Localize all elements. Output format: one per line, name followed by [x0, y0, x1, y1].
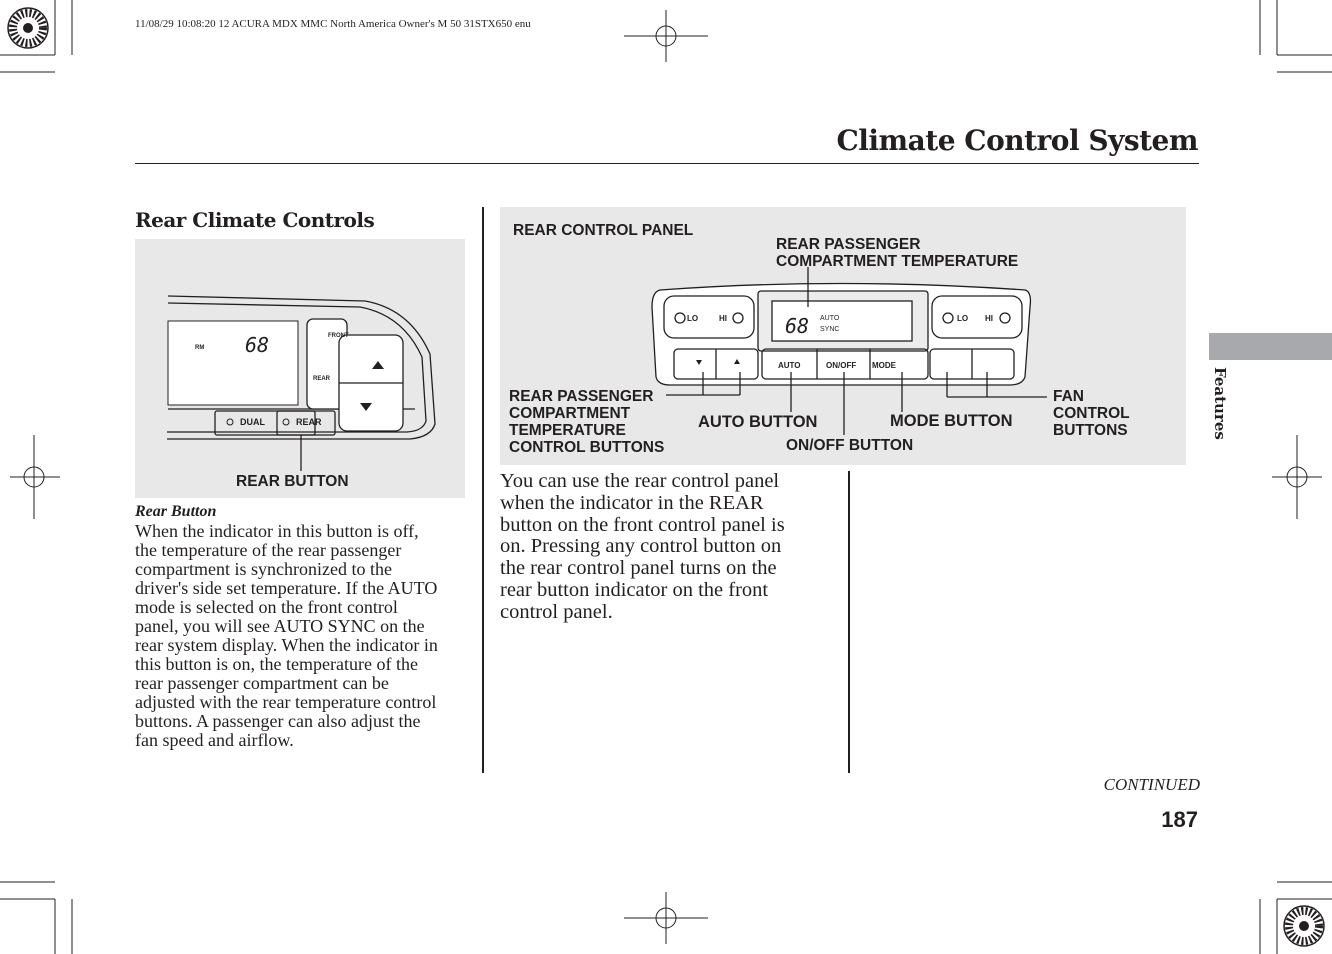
temp-buttons-callout	[509, 388, 664, 456]
rear-defrost-label: REAR	[313, 376, 331, 382]
onoff-button-callout: ON/OFF BUTTON	[786, 437, 914, 454]
body-right-line: control panel.	[500, 600, 613, 623]
column-divider-left	[482, 207, 484, 773]
temp-display-callout-line2: COMPARTMENT TEMPERATURE	[776, 253, 1019, 270]
rear-panel-description	[500, 471, 820, 624]
body-right-line: button on the front control panel is	[500, 513, 785, 536]
continued-note: CONTINUED	[1103, 775, 1200, 794]
temp-display-callout	[776, 236, 1018, 270]
front-defrost-label: FRONT	[328, 333, 349, 339]
body-left-line: adjusted with the rear temperature control	[135, 692, 437, 712]
body-right-line: You can use the rear control panel	[500, 470, 780, 492]
auto-button-callout: AUTO BUTTON	[698, 413, 818, 431]
body-left-line: panel, you will see AUTO SYNC on the	[135, 616, 425, 636]
left-seat-lo: LO	[687, 314, 699, 323]
body-left-line: compartment is synchronized to the	[135, 559, 392, 579]
fan-buttons-callout-line1: FAN	[1053, 388, 1084, 405]
body-left-line: mode is selected on the front control	[135, 597, 398, 617]
display-rm-label: RM	[195, 345, 205, 351]
rear-button-subheading: Rear Button	[135, 503, 217, 520]
body-right-line: the rear control panel turns on the	[500, 557, 777, 580]
onoff-key-label: ON/OFF	[826, 361, 857, 370]
column-divider-right	[848, 471, 850, 773]
fan-buttons-callout-line2: CONTROL	[1053, 405, 1130, 422]
body-left-line: rear system display. When the indicator in	[135, 635, 438, 655]
display-temp-readout: 68	[245, 333, 270, 357]
body-right-line: on. Pressing any control button on	[500, 535, 782, 558]
rear-display-auto: AUTO	[820, 315, 840, 322]
body-right-line: rear button indicator on the front	[500, 578, 769, 601]
body-left-line: this button is on, the temperature of the	[135, 654, 418, 674]
rear-button-label: REAR	[296, 417, 322, 427]
body-right-line: when the indicator in the REAR	[500, 491, 764, 514]
rear-button-callout: REAR BUTTON	[236, 473, 349, 490]
rear-button-figure	[135, 239, 465, 498]
temp-display-callout-line1: REAR PASSENGER	[776, 236, 921, 253]
rear-display-sync: SYNC	[820, 326, 840, 333]
page-title: Climate Control System	[836, 124, 1198, 157]
body-left-line: buttons. A passenger can also adjust the	[135, 711, 421, 731]
mode-key-label: MODE	[872, 361, 896, 370]
left-seat-hi: HI	[719, 314, 727, 323]
front-panel-illustration	[135, 239, 465, 498]
dual-button-label: DUAL	[240, 417, 265, 427]
section-heading: Rear Climate Controls	[135, 208, 375, 232]
body-left-line: rear passenger compartment can be	[135, 673, 389, 693]
body-left-line: the temperature of the rear passenger	[135, 540, 402, 560]
fan-buttons-callout-line3: BUTTONS	[1053, 422, 1128, 439]
rear-display-temp: 68	[785, 314, 810, 338]
temp-buttons-callout-line2: COMPARTMENT	[509, 405, 631, 422]
section-tab-label: Features	[1211, 367, 1229, 440]
mode-button-callout: MODE BUTTON	[890, 412, 1013, 430]
body-left-line: When the indicator in this button is off,	[135, 521, 419, 541]
temp-buttons-callout-line3: TEMPERATURE	[509, 422, 626, 439]
right-seat-hi: HI	[985, 314, 993, 323]
rear-button-description	[135, 522, 475, 750]
rear-control-panel-figure	[500, 207, 1186, 465]
rear-control-panel-heading: REAR CONTROL PANEL	[513, 222, 694, 239]
temp-buttons-callout-line1: REAR PASSENGER	[509, 388, 654, 405]
temp-buttons-callout-line4: CONTROL BUTTONS	[509, 439, 665, 456]
page-number: 187	[1161, 807, 1198, 832]
body-left-line: driver's side set temperature. If the AUTO	[135, 578, 438, 598]
title-divider	[135, 163, 1199, 164]
section-tab-marker	[1209, 333, 1332, 360]
body-left-line: fan speed and airflow.	[135, 730, 294, 750]
right-seat-lo: LO	[957, 314, 969, 323]
fan-buttons-callout	[1053, 388, 1130, 439]
print-metadata: 11/08/29 10:08:20 12 ACURA MDX MMC North America Owner's M 50 31STX650 enu	[135, 18, 531, 30]
auto-key-label: AUTO	[778, 361, 801, 370]
